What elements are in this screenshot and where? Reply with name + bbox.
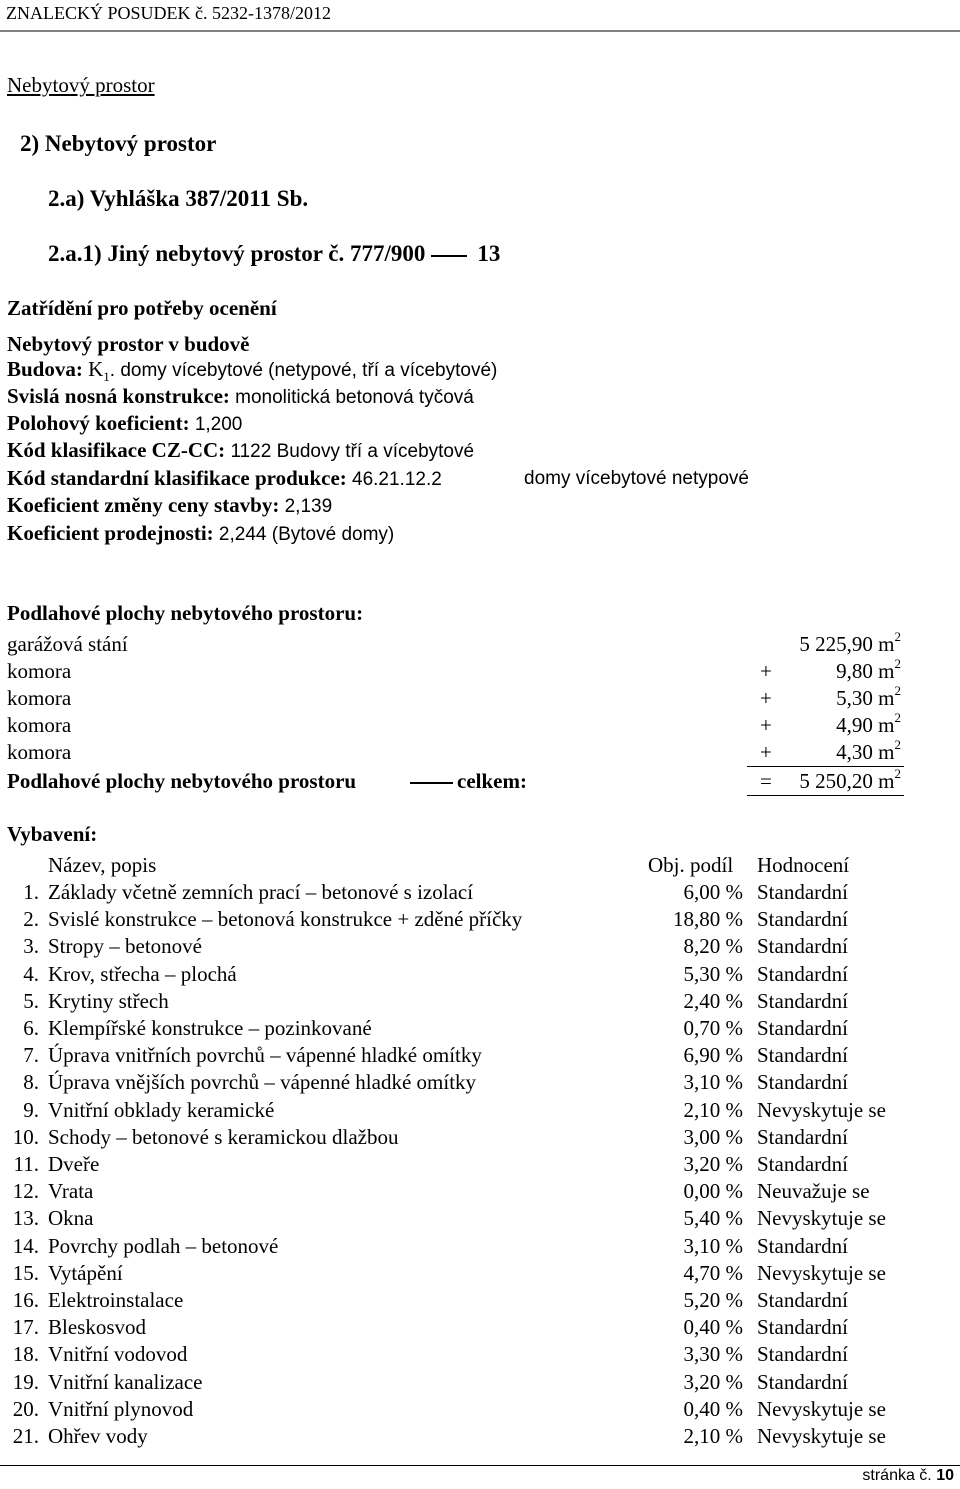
table-row <box>0 880 960 906</box>
row-number: 7. <box>23 1043 39 1067</box>
area-row <box>7 683 907 712</box>
table-row <box>0 1234 960 1260</box>
table-row <box>0 1125 960 1151</box>
koef-prod-value: 2,244 (Bytové domy) <box>218 524 395 545</box>
table-row <box>0 1206 960 1232</box>
area-value: 9,80 $m^2$ <box>836 656 901 683</box>
table-row <box>0 1315 960 1341</box>
row-rating: Nevyskytuje se <box>757 1424 886 1448</box>
row-number: 20. <box>12 1397 39 1421</box>
row-rating: Standardní <box>757 1234 848 1258</box>
row-share: 0,00 % <box>683 1179 743 1203</box>
area-label: komora <box>7 686 72 710</box>
dash-icon <box>431 255 467 257</box>
table-row <box>0 1043 960 1069</box>
areas-title: Podlahové plochy nebytového prostoru: <box>7 601 364 625</box>
row-name: Úprava vnějších povrchů – vápenné hladké omítky <box>48 1070 477 1094</box>
area-label: komora <box>7 740 72 764</box>
row-name: Stropy – betonové <box>48 934 202 958</box>
row-share: 2,40 % <box>683 989 743 1013</box>
header-title: ZNALECKÝ POSUDEK č. 5232-1378/2012 <box>6 3 331 23</box>
row-name: Úprava vnitřních povrchů – vápenné hladké omítky <box>48 1043 482 1067</box>
total-rule-top <box>747 766 904 767</box>
row-share: 3,30 % <box>683 1342 743 1366</box>
kod-cz-label: Kód klasifikace CZ-CC: <box>7 438 226 462</box>
area-label: komora <box>7 659 72 683</box>
row-name: Vnitřní obklady keramické <box>48 1098 275 1122</box>
col-rating: Hodnocení <box>757 853 850 877</box>
row-name: Vytápění <box>48 1261 123 1285</box>
table-row <box>0 1397 960 1423</box>
row-number: 3. <box>23 934 39 958</box>
row-share: 2,10 % <box>683 1424 743 1448</box>
table-row <box>0 907 960 933</box>
row-number: 8. <box>23 1070 39 1094</box>
row-rating: Standardní <box>757 1016 848 1040</box>
area-row <box>7 737 907 766</box>
row-name: Bleskosvod <box>48 1315 147 1339</box>
area-row <box>7 656 907 685</box>
row-number: 10. <box>12 1125 39 1149</box>
col-share: Obj. podíl <box>648 853 734 877</box>
polohovy-value: 1,200 <box>194 414 243 435</box>
row-rating: Nevyskytuje se <box>757 1206 886 1230</box>
row-share: 0,40 % <box>683 1397 743 1421</box>
row-number: 11. <box>13 1152 39 1176</box>
row-share: 5,30 % <box>683 962 743 986</box>
row-name: Vrata <box>48 1179 94 1203</box>
heading-2: 2) Nebytový prostor <box>20 131 217 156</box>
row-rating: Nevyskytuje se <box>757 1098 886 1122</box>
kod-std-value: 46.21.12.2 <box>352 469 442 490</box>
area-value: 4,90 $m^2$ <box>836 710 901 737</box>
classification-title: Zatřídění pro potřeby ocenění <box>7 296 277 320</box>
row-name: Klempířské konstrukce – pozinkované <box>48 1016 372 1040</box>
row-rating: Standardní <box>757 1315 848 1339</box>
row-number: 5. <box>23 989 39 1013</box>
row-name: Základy včetně zemních prací – betonové s izolací <box>48 880 474 904</box>
row-name: Ohřev vody <box>48 1424 148 1448</box>
row-rating: Standardní <box>757 880 848 904</box>
row-rating: Nevyskytuje se <box>757 1397 886 1421</box>
row-rating: Standardní <box>757 907 848 931</box>
table-row <box>0 1424 960 1450</box>
area-op: + <box>760 659 772 683</box>
row-share: 2,10 % <box>683 1098 743 1122</box>
kod-cz-line <box>7 438 474 463</box>
equipment-title: Vybavení: <box>7 822 98 846</box>
area-label: garážová stání <box>7 632 128 656</box>
koef-zmeny-value: 2,139 <box>284 496 333 517</box>
table-row <box>0 934 960 960</box>
row-number: 9. <box>23 1098 39 1122</box>
area-total-value: 5 250,20 $m^2$ <box>799 766 901 793</box>
row-number: 17. <box>12 1315 39 1339</box>
row-rating: Standardní <box>757 1043 848 1067</box>
row-share: 3,20 % <box>683 1370 743 1394</box>
table-row <box>0 1152 960 1178</box>
section-link[interactable]: Nebytový prostor <box>7 73 155 97</box>
total-rule-bottom <box>747 795 904 796</box>
row-name: Okna <box>48 1206 94 1230</box>
col-name: Název, popis <box>48 853 157 877</box>
row-number: 2. <box>23 907 39 931</box>
row-number: 16. <box>12 1288 39 1312</box>
row-rating: Nevyskytuje se <box>757 1261 886 1285</box>
equipment-header <box>0 853 960 879</box>
row-rating: Standardní <box>757 962 848 986</box>
area-op: + <box>760 740 772 764</box>
header-rule <box>0 30 960 32</box>
row-name: Elektroinstalace <box>48 1288 184 1312</box>
row-number: 1. <box>23 880 39 904</box>
svisla-value: monolitická betonová tyčová <box>235 387 474 408</box>
row-share: 4,70 % <box>683 1261 743 1285</box>
row-number: 21. <box>12 1424 39 1448</box>
row-share: 3,10 % <box>683 1234 743 1258</box>
area-row <box>7 629 907 658</box>
heading-2a: 2.a) Vyhláška 387/2011 Sb. <box>48 186 309 211</box>
budova-k: K <box>88 357 104 381</box>
row-name: Krov, střecha – plochá <box>48 962 237 986</box>
row-rating: Neuvažuje se <box>757 1179 870 1203</box>
area-total-label: Podlahové plochy nebytového prostoru <box>7 769 357 793</box>
row-name: Vnitřní kanalizace <box>48 1370 203 1394</box>
table-row <box>0 1261 960 1287</box>
table-row <box>0 1016 960 1042</box>
row-share: 3,10 % <box>683 1070 743 1094</box>
area-row <box>7 710 907 739</box>
row-share: 3,00 % <box>683 1125 743 1149</box>
heading-2a1-suffix: 13 <box>477 241 501 266</box>
polohovy-label: Polohový koeficient: <box>7 411 190 435</box>
table-row <box>0 1098 960 1124</box>
footer-label: stránka č. <box>862 1467 932 1484</box>
row-number: 6. <box>23 1016 39 1040</box>
dash-icon <box>410 782 453 784</box>
row-rating: Standardní <box>757 1342 848 1366</box>
koef-zmeny-label: Koeficient změny ceny stavby: <box>7 493 280 517</box>
budova-value: . domy vícebytové (netypové, tří a vícebytové) <box>109 360 498 381</box>
row-share: 6,90 % <box>683 1043 743 1067</box>
row-number: 18. <box>12 1342 39 1366</box>
table-row <box>0 1288 960 1314</box>
row-rating: Standardní <box>757 1288 848 1312</box>
row-name: Vnitřní vodovod <box>48 1342 188 1366</box>
area-total-op: = <box>760 769 772 793</box>
area-op: + <box>760 713 772 737</box>
table-row <box>0 1070 960 1096</box>
area-total-row <box>7 766 907 795</box>
row-name: Povrchy podlah – betonové <box>48 1234 279 1258</box>
row-name: Schody – betonové s keramickou dlažbou <box>48 1125 399 1149</box>
row-name: Dveře <box>48 1152 100 1176</box>
row-number: 19. <box>12 1370 39 1394</box>
area-op: + <box>760 686 772 710</box>
koef-zmeny-line <box>7 493 332 518</box>
area-value: 5 225,90 $m^2$ <box>799 629 901 656</box>
row-name: Krytiny střech <box>48 989 169 1013</box>
heading-2a1 <box>48 241 500 267</box>
kod-cz-value: 1122 Budovy tří a vícebytové <box>230 441 475 462</box>
row-number: 15. <box>12 1261 39 1285</box>
table-row <box>0 962 960 988</box>
area-label: komora <box>7 713 72 737</box>
page-footer <box>862 1467 954 1485</box>
row-rating: Standardní <box>757 934 848 958</box>
table-row <box>0 1179 960 1205</box>
kod-std-line <box>7 466 442 491</box>
row-rating: Standardní <box>757 1370 848 1394</box>
koef-prod-label: Koeficient prodejnosti: <box>7 521 214 545</box>
kod-std-desc: domy vícebytové netypové <box>524 468 749 489</box>
area-value: 4,30 $m^2$ <box>836 737 901 764</box>
footer-rule <box>0 1465 960 1466</box>
budova-line <box>7 357 497 385</box>
area-total-label-suffix: celkem: <box>457 769 527 793</box>
row-share: 18,80 % <box>673 907 743 931</box>
row-name: Svislé konstrukce – betonová konstrukce + zděné příčky <box>48 907 523 931</box>
row-share: 6,00 % <box>683 880 743 904</box>
budova-sub: 1 <box>103 369 110 385</box>
footer-page-number: 10 <box>936 1467 954 1484</box>
area-value: 5,30 $m^2$ <box>836 683 901 710</box>
kod-std-label: Kód standardní klasifikace produkce: <box>7 466 347 490</box>
row-share: 3,20 % <box>683 1152 743 1176</box>
row-rating: Standardní <box>757 989 848 1013</box>
row-rating: Standardní <box>757 1070 848 1094</box>
row-share: 0,70 % <box>683 1016 743 1040</box>
row-number: 12. <box>12 1179 39 1203</box>
row-number: 13. <box>12 1206 39 1230</box>
row-share: 5,40 % <box>683 1206 743 1230</box>
svisla-label: Svislá nosná konstrukce: <box>7 384 230 408</box>
row-rating: Standardní <box>757 1125 848 1149</box>
polohovy-line <box>7 411 242 436</box>
row-number: 4. <box>23 962 39 986</box>
heading-2a1-text: 2.a.1) Jiný nebytový prostor č. 777/900 <box>48 241 426 266</box>
koef-prod-line <box>7 521 394 546</box>
row-share: 0,40 % <box>683 1315 743 1339</box>
budova-label: Budova: <box>7 357 83 381</box>
row-name: Vnitřní plynovod <box>48 1397 194 1421</box>
row-share: 8,20 % <box>683 934 743 958</box>
table-row <box>0 1370 960 1396</box>
table-row <box>0 989 960 1015</box>
svisla-line <box>7 384 474 409</box>
table-row <box>0 1342 960 1368</box>
row-rating: Standardní <box>757 1152 848 1176</box>
row-share: 5,20 % <box>683 1288 743 1312</box>
row-number: 14. <box>12 1234 39 1258</box>
classification-line1: Nebytový prostor v budově <box>7 332 250 356</box>
